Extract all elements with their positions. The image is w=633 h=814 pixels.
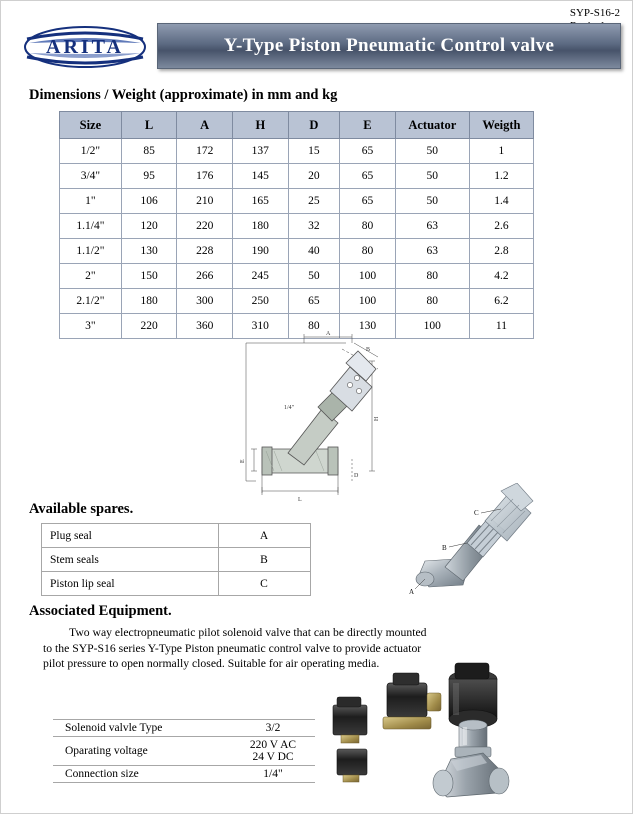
cell-l: 120: [121, 214, 177, 239]
spare-letter: B: [219, 548, 311, 572]
cell-actuator: 80: [395, 289, 469, 314]
table-row: [60, 264, 534, 289]
table-row: [53, 737, 315, 766]
col-e: E: [340, 112, 396, 139]
cell-a: 300: [177, 289, 233, 314]
table-row: [42, 524, 311, 548]
cell-h: 190: [233, 239, 289, 264]
table-row: [60, 139, 534, 164]
col-l: L: [121, 112, 177, 139]
cell-l: 180: [121, 289, 177, 314]
document-code-line1: SYP-S16-2: [569, 7, 620, 19]
logo: [15, 23, 155, 71]
svg-text:D: D: [354, 473, 359, 479]
cell-actuator: 50: [395, 139, 469, 164]
cell-d: 65: [288, 289, 340, 314]
page-title-text: Y-Type Piston Pneumatic Control valve: [223, 35, 555, 56]
cell-d: 32: [288, 214, 340, 239]
cell-a: 210: [177, 189, 233, 214]
spare-letter: A: [219, 524, 311, 548]
spares-table: [41, 523, 311, 596]
dimensions-heading: Dimensions / Weight (approximate) in mm and kg: [29, 87, 338, 103]
cell-size: 3": [60, 314, 122, 339]
cell-weight: 1.4: [469, 189, 533, 214]
cell-a: 228: [177, 239, 233, 264]
table-row: [60, 289, 534, 314]
spares-heading: Available spares.: [29, 501, 134, 517]
spec-value-ac: 220 V AC: [249, 739, 297, 751]
col-weight: Weigth: [469, 112, 533, 139]
cell-l: 106: [121, 189, 177, 214]
cell-e: 65: [340, 164, 396, 189]
spec-label: Oparating voltage: [53, 737, 231, 766]
svg-text:H: H: [374, 416, 380, 421]
cell-h: 310: [233, 314, 289, 339]
cell-l: 220: [121, 314, 177, 339]
table-row: [53, 720, 315, 737]
cell-h: 180: [233, 214, 289, 239]
cell-h: 245: [233, 264, 289, 289]
col-a: A: [177, 112, 233, 139]
spec-value: [231, 737, 315, 766]
svg-text:B: B: [442, 544, 447, 552]
cell-weight: 11: [469, 314, 533, 339]
cell-size: 1": [60, 189, 122, 214]
cell-weight: 1.2: [469, 164, 533, 189]
valve-cutaway-photo: [405, 483, 535, 598]
spare-name: Stem seals: [42, 548, 219, 572]
cell-e: 65: [340, 139, 396, 164]
cell-d: 50: [288, 264, 340, 289]
svg-text:C: C: [474, 509, 479, 517]
cell-h: 145: [233, 164, 289, 189]
cell-e: 130: [340, 314, 396, 339]
svg-text:L: L: [298, 497, 302, 501]
cell-a: 220: [177, 214, 233, 239]
logo-text: ARITA: [46, 36, 124, 58]
valve-dimension-drawing: [226, 331, 401, 501]
col-d: D: [288, 112, 340, 139]
svg-text:E: E: [240, 459, 246, 463]
cell-e: 80: [340, 214, 396, 239]
cell-weight: 6.2: [469, 289, 533, 314]
spec-label: Connection size: [53, 766, 231, 783]
cell-weight: 2.8: [469, 239, 533, 264]
cell-l: 130: [121, 239, 177, 264]
spec-label: Solenoid valvle Type: [53, 720, 231, 737]
cell-actuator: 50: [395, 164, 469, 189]
cell-a: 176: [177, 164, 233, 189]
solenoid-valve-photo: [331, 653, 561, 803]
spare-name: Plug seal: [42, 524, 219, 548]
table-header-row: [60, 112, 534, 139]
cell-l: 85: [121, 139, 177, 164]
svg-text:1/4": 1/4": [284, 405, 295, 411]
table-row: [60, 164, 534, 189]
cell-h: 250: [233, 289, 289, 314]
cell-weight: 2.6: [469, 214, 533, 239]
spec-value-dc: 24 V DC: [252, 751, 294, 763]
cell-d: 25: [288, 189, 340, 214]
dimensions-table: [59, 111, 534, 339]
cell-e: 100: [340, 289, 396, 314]
cell-d: 15: [288, 139, 340, 164]
table-row: [42, 572, 311, 596]
cell-size: 3/4": [60, 164, 122, 189]
cell-h: 165: [233, 189, 289, 214]
solenoid-spec-table: [53, 719, 315, 783]
cell-actuator: 63: [395, 214, 469, 239]
cell-actuator: 80: [395, 264, 469, 289]
cell-size: 2": [60, 264, 122, 289]
svg-text:A: A: [326, 331, 331, 337]
associated-equipment-paragraph: Two way electropneumatic pilot solenoid valve that can be directly mounted to the SYP-S16 series Y-Type Piston pneumatic control valve to provide actuator pilot pressure to open normally closed. Suitable for air operating media.: [43, 626, 427, 670]
page-header: [15, 23, 619, 71]
cell-d: 20: [288, 164, 340, 189]
table-row: [53, 766, 315, 783]
col-h: H: [233, 112, 289, 139]
associated-equipment-heading: Associated Equipment.: [29, 603, 172, 619]
cell-actuator: 50: [395, 189, 469, 214]
svg-text:A: A: [409, 588, 415, 596]
cell-d: 40: [288, 239, 340, 264]
table-row: [42, 548, 311, 572]
table-row: [60, 189, 534, 214]
col-size: Size: [60, 112, 122, 139]
cell-size: 2.1/2": [60, 289, 122, 314]
spare-letter: C: [219, 572, 311, 596]
cell-l: 95: [121, 164, 177, 189]
cell-a: 360: [177, 314, 233, 339]
cell-weight: 1: [469, 139, 533, 164]
cell-size: 1.1/4": [60, 214, 122, 239]
page-title: [157, 23, 621, 69]
spec-value: 3/2: [231, 720, 315, 737]
table-row: [60, 214, 534, 239]
cell-e: 65: [340, 189, 396, 214]
spec-value: 1/4": [231, 766, 315, 783]
cell-weight: 4.2: [469, 264, 533, 289]
cell-size: 1/2": [60, 139, 122, 164]
cell-e: 100: [340, 264, 396, 289]
col-actuator: Actuator: [395, 112, 469, 139]
cell-h: 137: [233, 139, 289, 164]
table-row: [60, 239, 534, 264]
cell-e: 80: [340, 239, 396, 264]
cell-a: 266: [177, 264, 233, 289]
cell-a: 172: [177, 139, 233, 164]
cell-size: 1.1/2": [60, 239, 122, 264]
svg-text:B: B: [366, 347, 371, 353]
cell-actuator: 100: [395, 314, 469, 339]
cell-d: 80: [288, 314, 340, 339]
spare-name: Piston lip seal: [42, 572, 219, 596]
cell-actuator: 63: [395, 239, 469, 264]
cell-l: 150: [121, 264, 177, 289]
